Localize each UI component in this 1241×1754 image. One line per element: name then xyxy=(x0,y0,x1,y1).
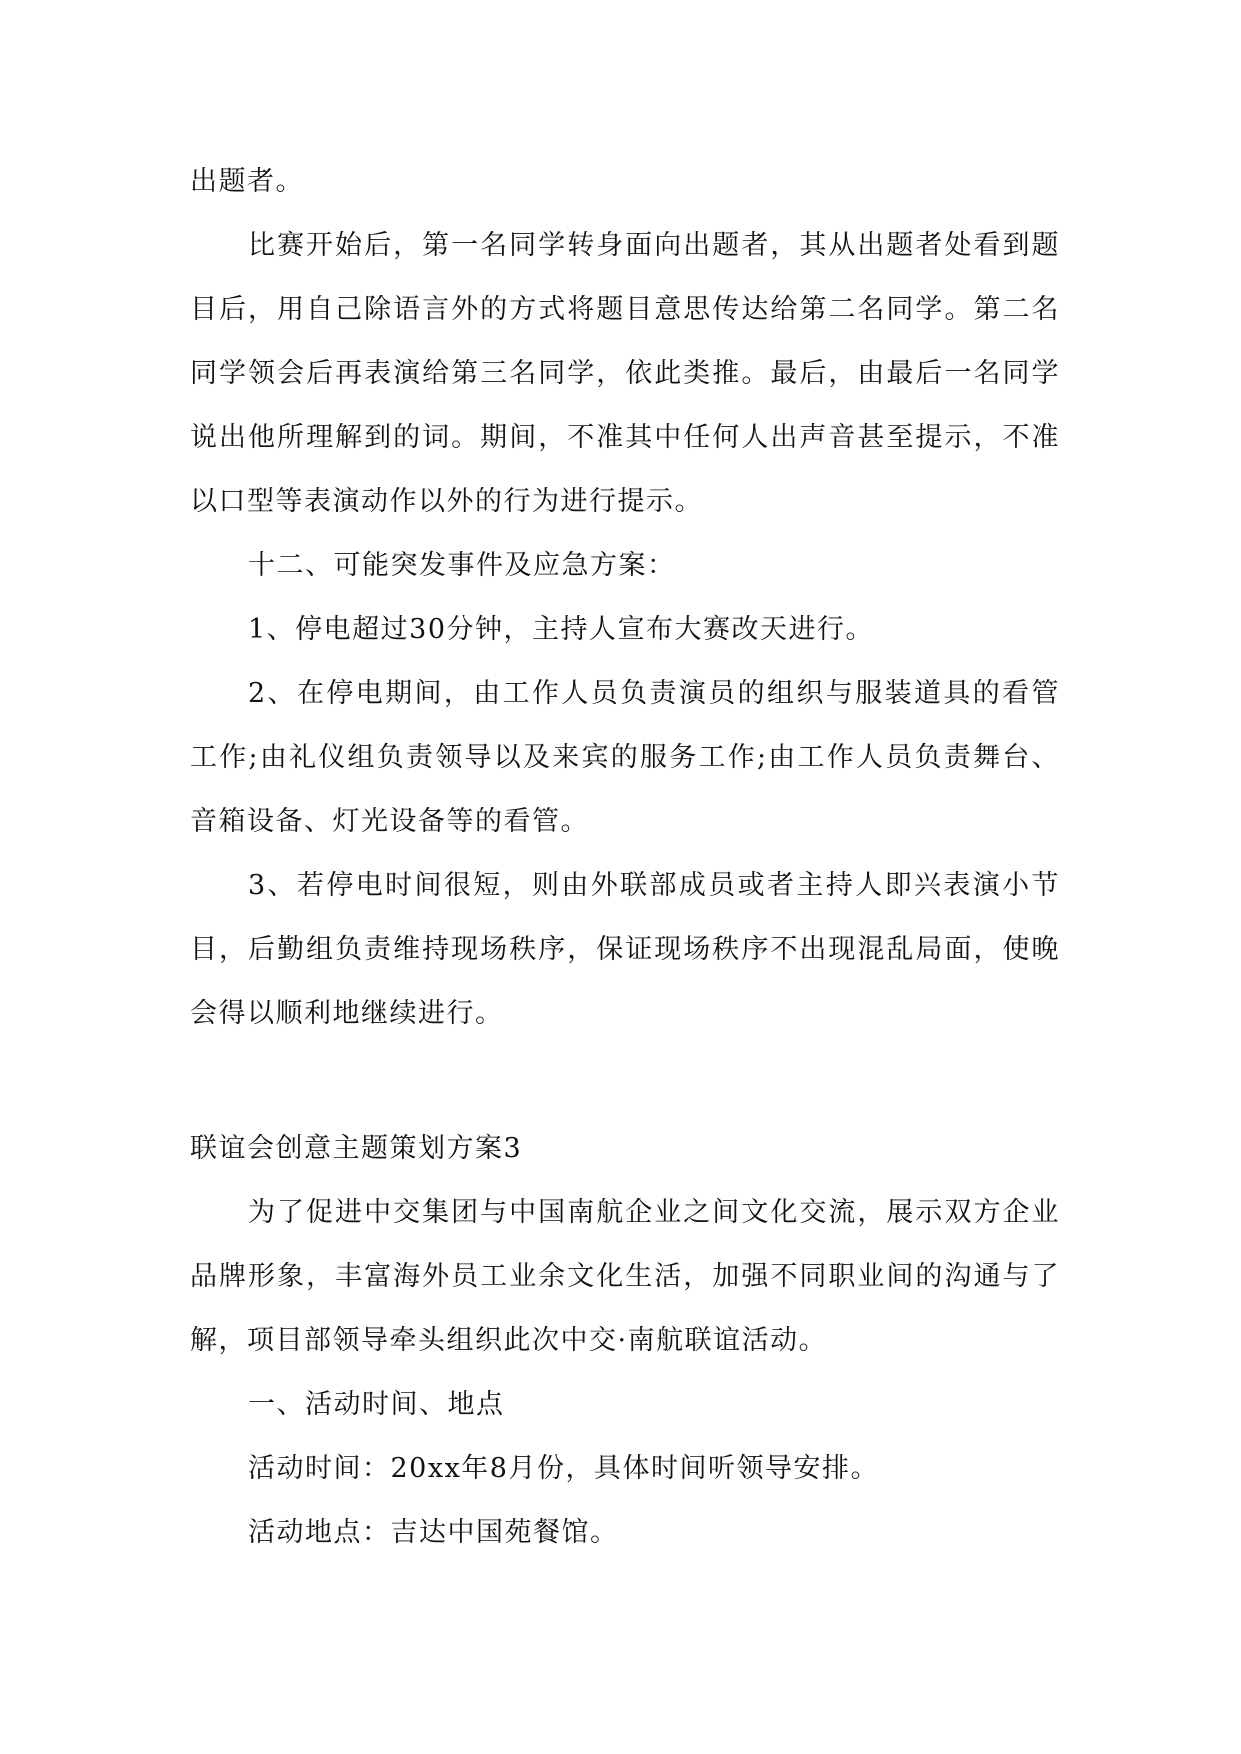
emergency-item-3: 3、若停电时间很短，则由外联部成员或者主持人即兴表演小节目，后勤组负责维持现场秩序，保证现场秩序不出现混乱局面，使晚会得以顺利地继续进行。 xyxy=(190,870,1060,1029)
section-heading-time-place: 一、活动时间、地点 xyxy=(248,1389,505,1420)
section-heading-emergency: 十二、可能突发事件及应急方案： xyxy=(248,550,676,581)
emergency-item-2: 2、在停电期间，由工作人员负责演员的组织与服装道具的看管工作;由礼仪组负责领导以及来宾的服务工作;由工作人员负责舞台、音箱设备、灯光设备等的看管。 xyxy=(190,678,1060,837)
paragraph-game-rules: 比赛开始后，第一名同学转身面向出题者，其从出题者处看到题目后，用自己除语言外的方式将题目意思传达给第二名同学。第二名同学领会后再表演给第三名同学，依此类推。最后，由最后一名同学说出他所理解到的词。期间，不准其中任何人出声音甚至提示，不准以口型等表演动作以外的行为进行提示。 xyxy=(190,230,1060,517)
paragraph-continuation: 出题者。 xyxy=(190,166,304,197)
activity-time: 活动时间：20xx年8月份，具体时间听领导安排。 xyxy=(248,1453,879,1484)
emergency-item-1: 1、停电超过30分钟，主持人宣布大赛改天进行。 xyxy=(248,614,875,645)
plan-title: 联谊会创意主题策划方案3 xyxy=(190,1133,523,1164)
activity-location: 活动地点：吉达中国苑餐馆。 xyxy=(248,1517,619,1548)
plan-intro-paragraph: 为了促进中交集团与中国南航企业之间文化交流，展示双方企业品牌形象，丰富海外员工业余文化生活，加强不同职业间的沟通与了解，项目部领导牵头组织此次中交·南航联谊活动。 xyxy=(190,1197,1060,1356)
